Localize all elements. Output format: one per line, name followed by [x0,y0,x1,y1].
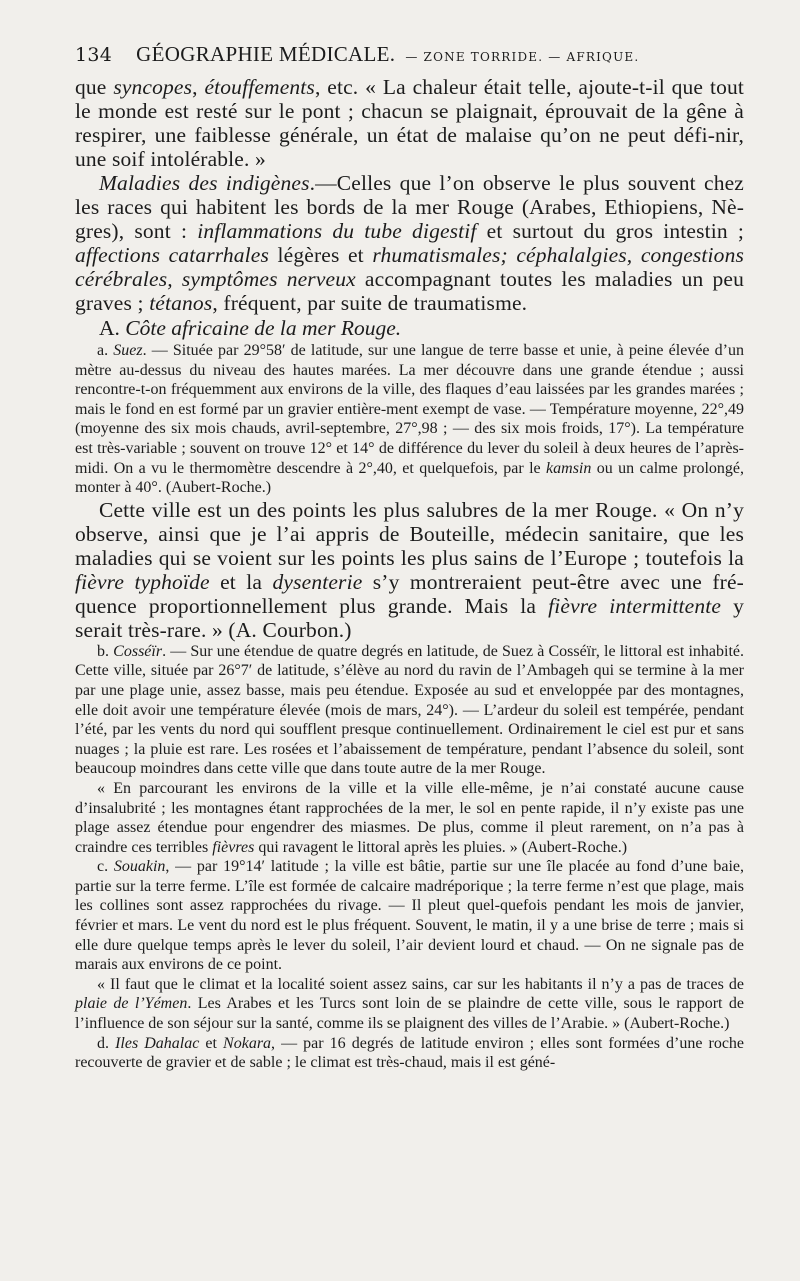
paragraph-souakin-quote: « Il faut que le climat et la localité soient assez sains, car sur les habitants il n’y a pas de traces de plaie de l’Yémen. Les Arabes et les Turcs sont loin de se plaindre de cette ville, sous le rapport de l’influence de son séjour sur la santé, comme ils se plaignent des villes de l’Arabie. » (Aubert-Roche.) [75,975,744,1033]
paragraph-syncopes: que syncopes, étouffements, etc. « La chaleur était telle, ajoute-t-il que tout le monde est resté sur le pont ; chacun se plaignait, éprouvait de la gêne à respirer, une faiblesse générale, un état de malaise qu’on ne peut défi-nir, une soif intolérable. » [75,75,744,171]
paragraph-souakin: c. Souakin, — par 19°14′ latitude ; la ville est bâtie, partie sur une île placée au fond d’une baie, partie sur la terre ferme. L’île est formée de calcaire madréporique ; la terre ferme n’est que plage, mais les collines sont assez rapprochées du rivage. — Il pleut quel-quefois pendant les mois de janvier, février et mars. Le vent du nord est le plus fréquent. Souvent, le matin, il y a une brise de terre ; mais si elle dure quelque temps après le lever du soleil, l’air devient lourd et chaud. — On ne signale pas de marais aux environs de ce point. [75,858,744,974]
running-header [75,42,744,67]
section-title: — ZONE TORRIDE. — AFRIQUE. [405,50,640,64]
paragraph-cosseir: b. Cosséïr. — Sur une étendue de quatre degrés en latitude, de Suez à Cosséïr, le littoral est inhabité. Cette ville, située par 26°7′ de latitude, s’élève au nord du ravin de l’Ambageh qui se termine à la mer par une plage unie, assez basse, mais peu étendue. Exposée au sud et enveloppée par des montagnes, elle doit avoir une température élevée (mois de mars, 24°). — L’ardeur du soleil est tempérée, pendant l’été, par les vents du nord qui soufflent presque continuellement. Ordinairement le ciel est pur et sans nuages ; la pluie est rare. Les rosées et l’abaissement de température, pendant l’absence du soleil, sont beaucoup moindres dans cette ville que dans toute autre de la mer Rouge. [75,642,745,778]
page-number: 134 [75,44,113,66]
paragraph-iles-dahalac: d. Iles Dahalac et Nokara, — par 16 degrés de latitude environ ; elles sont formées d’une roche recouverte de gravier et de sable ; le climat est très-chaud, mais il est géné- [75,1034,745,1072]
section-heading-cote-africaine: A. Côte africaine de la mer Rouge. [99,316,402,340]
paragraph-maladies-indigenes: Maladies des indigènes.—Celles que l’on observe le plus souvent chez les races qui habitent les bords de la mer Rouge (Arabes, Ethiopiens, Nè-gres), sont : inflammations du tube digestif et surtout du gros intestin ; affections catarrhales légères et rhumatismales; céphalalgies, congestions cérébrales, symptômes nerveux accompagnant toutes les maladies un peu graves ; tétanos, fréquent, par suite de traumatisme. [75,171,745,315]
paragraph-cosseir-quote: « En parcourant les environs de la ville et la ville elle-même, je n’ai constaté aucune cause d’insalubrité ; les montagnes étant rapprochées de la mer, le sol en pente rapide, il n’y existe pas une plage assez étendue pour engendrer des miasmes. De plus, comme il pleut rarement, on n’a pas à craindre ces terribles fièvres qui ravagent le littoral après les pluies. » (Aubert-Roche.) [75,779,744,856]
book-title: GÉOGRAPHIE MÉDICALE. [136,42,396,66]
paragraph-suez: a. Suez. — Située par 29°58′ de latitude, sur une langue de terre basse et unie, à peine élevée d’un mètre au-dessus du niveau des hautes marées. La mer découvre dans une grande étendue ; aussi rencontre-t-on fréquemment aux environs de la ville, des flaques d’eau laissées par les grandes marées ; mais le fond en est formé par un gravier entière-ment exempt de vase. — Température moyenne, 22°,49 (moyenne des six mois chauds, avril-septembre, 27°,98 ; — des six mois froids, 17°). La température est très-variable ; souvent on trouve 12° et 14° de différence du lever du soleil à deux heures de l’après-midi. On a vu le thermomètre descendre à 2°,40, et quelquefois, par le kamsin ou un calme prolongé, monter à 40°. (Aubert-Roche.) [75,342,744,497]
paragraph-courbon-quote: Cette ville est un des points les plus salubres de la mer Rouge. « On n’y observe, ainsi que je l’ai appris de Bouteille, médecin sanitaire, que les maladies qui se voient sur les points les plus sains de l’Europe ; toutefois la fièvre typhoïde et la dysenterie s’y montreraient peut-être avec une fré-quence proportionnellement plus grande. Mais la fièvre intermittente y serait très-rare. » (A. Courbon.) [75,497,744,642]
